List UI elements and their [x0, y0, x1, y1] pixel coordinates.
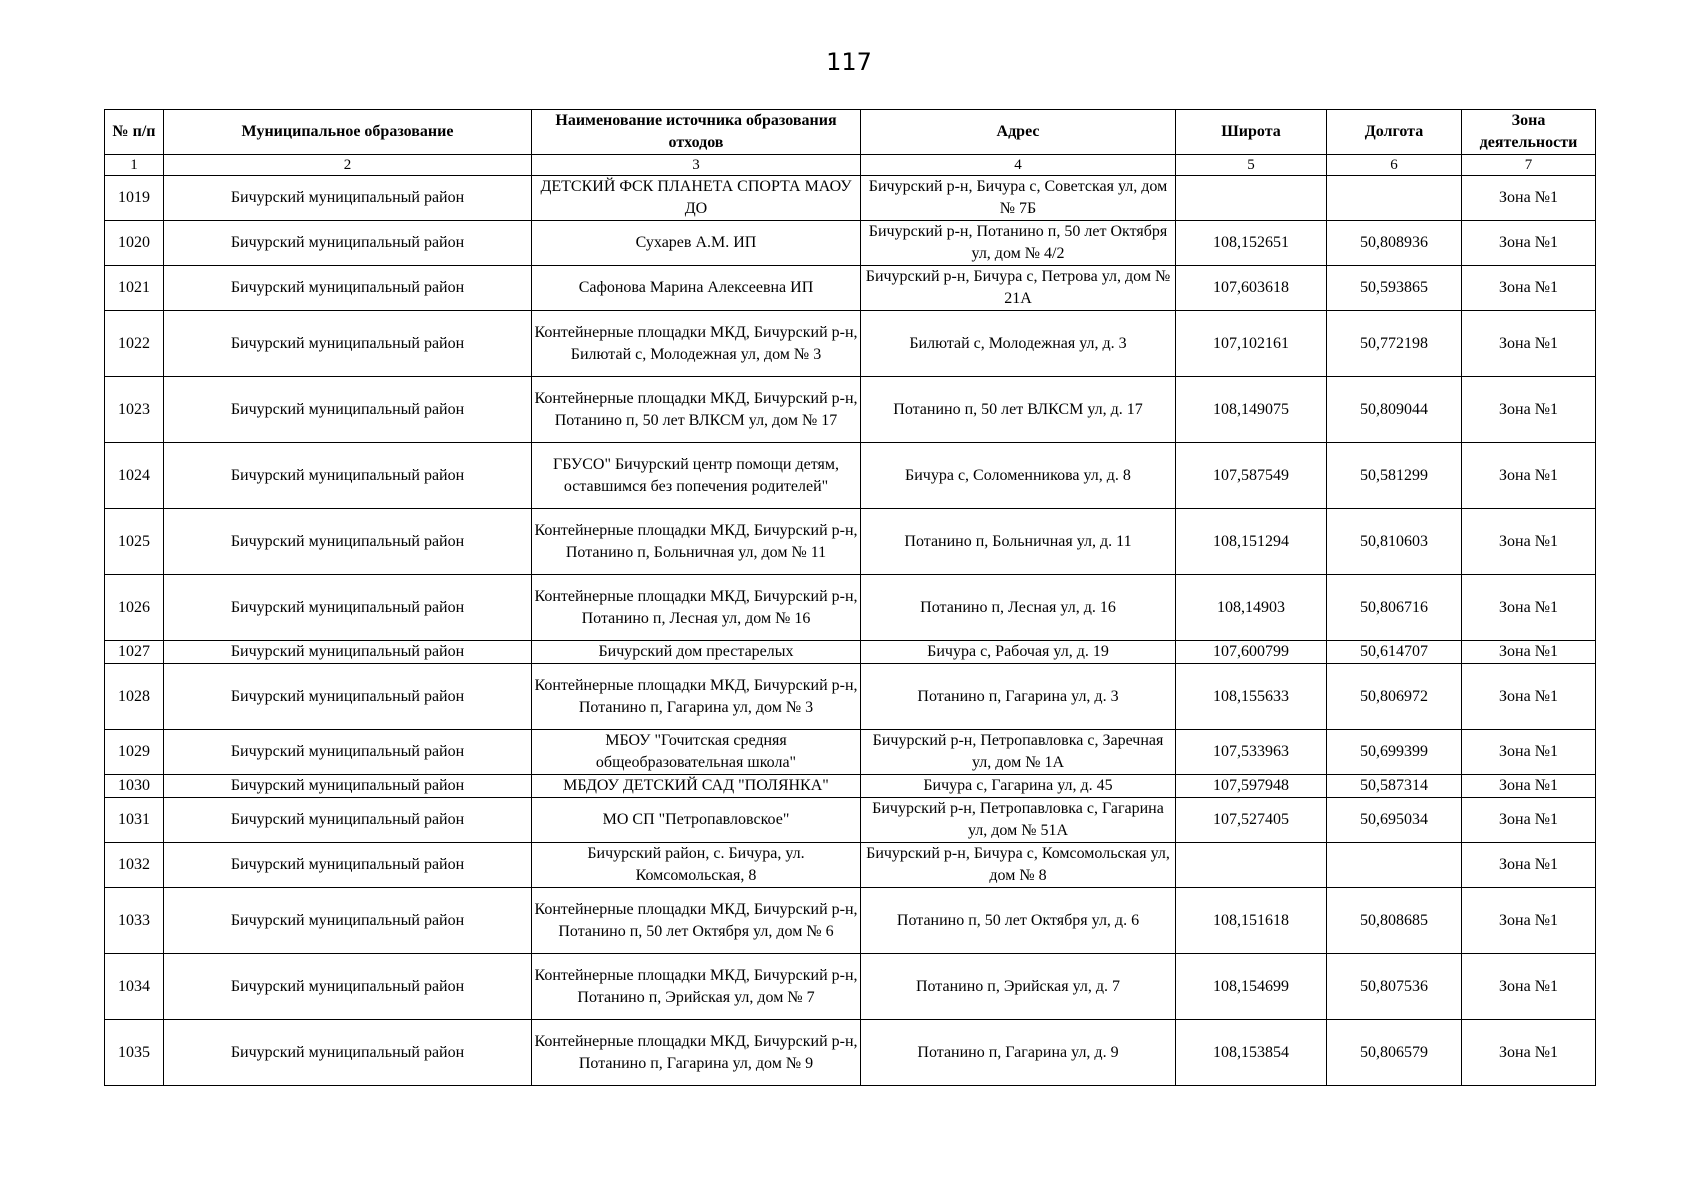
municipality-cell: Бичурский муниципальный район: [164, 311, 532, 377]
latitude-cell: 108,14903: [1176, 575, 1327, 641]
row-number: 1022: [105, 311, 164, 377]
source-cell: Сухарев А.М. ИП: [532, 221, 861, 266]
longitude-cell: 50,810603: [1327, 509, 1462, 575]
header-municipality: Муниципальное образование: [164, 110, 532, 155]
table-row: [105, 664, 1596, 730]
latitude-cell: [1176, 843, 1327, 888]
zone-cell: Зона №1: [1462, 266, 1596, 311]
address-cell: Бичура с, Рабочая ул, д. 19: [861, 641, 1176, 664]
municipality-cell: Бичурский муниципальный район: [164, 888, 532, 954]
source-cell: Контейнерные площадки МКД, Бичурский р-н, Потанино п, Эрийская ул, дом № 7: [532, 954, 861, 1020]
row-number: 1020: [105, 221, 164, 266]
waste-sources-table: [104, 109, 1596, 1086]
row-number: 1034: [105, 954, 164, 1020]
header-longitude: Долгота: [1327, 110, 1462, 155]
table-row: [105, 843, 1596, 888]
row-number: 1030: [105, 775, 164, 798]
longitude-cell: [1327, 843, 1462, 888]
header-address: Адрес: [861, 110, 1176, 155]
table-row: [105, 730, 1596, 775]
row-number: 1032: [105, 843, 164, 888]
zone-cell: Зона №1: [1462, 730, 1596, 775]
row-number: 1028: [105, 664, 164, 730]
zone-cell: Зона №1: [1462, 664, 1596, 730]
table-row: [105, 311, 1596, 377]
source-cell: Контейнерные площадки МКД, Бичурский р-н, Потанино п, Больничная ул, дом № 11: [532, 509, 861, 575]
address-cell: Потанино п, Больничная ул, д. 11: [861, 509, 1176, 575]
address-cell: Потанино п, Лесная ул, д. 16: [861, 575, 1176, 641]
zone-cell: Зона №1: [1462, 641, 1596, 664]
longitude-cell: 50,806716: [1327, 575, 1462, 641]
latitude-cell: 107,597948: [1176, 775, 1327, 798]
longitude-cell: 50,808936: [1327, 221, 1462, 266]
table-row: [105, 641, 1596, 664]
zone-cell: Зона №1: [1462, 443, 1596, 509]
municipality-cell: Бичурский муниципальный район: [164, 730, 532, 775]
zone-cell: Зона №1: [1462, 954, 1596, 1020]
source-cell: МО СП "Петропавловское": [532, 798, 861, 843]
longitude-cell: 50,695034: [1327, 798, 1462, 843]
header-zone: Зона деятельности: [1462, 110, 1596, 155]
longitude-cell: 50,593865: [1327, 266, 1462, 311]
address-cell: Бичура с, Соломенникова ул, д. 8: [861, 443, 1176, 509]
source-cell: Сафонова Марина Алексеевна ИП: [532, 266, 861, 311]
address-cell: Бичурский р-н, Бичура с, Советская ул, дом № 7Б: [861, 176, 1176, 221]
longitude-cell: 50,699399: [1327, 730, 1462, 775]
table-row: [105, 509, 1596, 575]
address-cell: Потанино п, 50 лет ВЛКСМ ул, д. 17: [861, 377, 1176, 443]
column-number: 6: [1327, 155, 1462, 176]
source-cell: Контейнерные площадки МКД, Бичурский р-н, Потанино п, Гагарина ул, дом № 9: [532, 1020, 861, 1086]
row-number: 1025: [105, 509, 164, 575]
address-cell: Потанино п, 50 лет Октября ул, д. 6: [861, 888, 1176, 954]
municipality-cell: Бичурский муниципальный район: [164, 954, 532, 1020]
zone-cell: Зона №1: [1462, 798, 1596, 843]
latitude-cell: 107,587549: [1176, 443, 1327, 509]
row-number: 1024: [105, 443, 164, 509]
latitude-cell: 108,149075: [1176, 377, 1327, 443]
address-cell: Билютай с, Молодежная ул, д. 3: [861, 311, 1176, 377]
table-header-row: [105, 110, 1596, 155]
column-number: 1: [105, 155, 164, 176]
longitude-cell: 50,806579: [1327, 1020, 1462, 1086]
longitude-cell: 50,806972: [1327, 664, 1462, 730]
column-numbers-row: [105, 155, 1596, 176]
zone-cell: Зона №1: [1462, 888, 1596, 954]
zone-cell: Зона №1: [1462, 176, 1596, 221]
source-cell: МБДОУ ДЕТСКИЙ САД "ПОЛЯНКА": [532, 775, 861, 798]
page-number: 117: [826, 48, 872, 76]
municipality-cell: Бичурский муниципальный район: [164, 509, 532, 575]
table-row: [105, 775, 1596, 798]
municipality-cell: Бичурский муниципальный район: [164, 843, 532, 888]
source-cell: Контейнерные площадки МКД, Бичурский р-н, Билютай с, Молодежная ул, дом № 3: [532, 311, 861, 377]
column-number: 2: [164, 155, 532, 176]
longitude-cell: 50,772198: [1327, 311, 1462, 377]
address-cell: Бичурский р-н, Бичура с, Комсомольская ул, дом № 8: [861, 843, 1176, 888]
latitude-cell: [1176, 176, 1327, 221]
latitude-cell: 107,603618: [1176, 266, 1327, 311]
zone-cell: Зона №1: [1462, 575, 1596, 641]
table-row: [105, 377, 1596, 443]
address-cell: Бичурский р-н, Потанино п, 50 лет Октября ул, дом № 4/2: [861, 221, 1176, 266]
longitude-cell: 50,587314: [1327, 775, 1462, 798]
latitude-cell: 107,600799: [1176, 641, 1327, 664]
table-row: [105, 954, 1596, 1020]
municipality-cell: Бичурский муниципальный район: [164, 221, 532, 266]
address-cell: Бичурский р-н, Бичура с, Петрова ул, дом № 21А: [861, 266, 1176, 311]
source-cell: Контейнерные площадки МКД, Бичурский р-н, Потанино п, Гагарина ул, дом № 3: [532, 664, 861, 730]
zone-cell: Зона №1: [1462, 311, 1596, 377]
table-row: [105, 798, 1596, 843]
longitude-cell: 50,581299: [1327, 443, 1462, 509]
municipality-cell: Бичурский муниципальный район: [164, 1020, 532, 1086]
source-cell: Бичурский район, с. Бичура, ул. Комсомольская, 8: [532, 843, 861, 888]
source-cell: Контейнерные площадки МКД, Бичурский р-н, Потанино п, 50 лет ВЛКСМ ул, дом № 17: [532, 377, 861, 443]
header-latitude: Широта: [1176, 110, 1327, 155]
latitude-cell: 108,152651: [1176, 221, 1327, 266]
latitude-cell: 108,151618: [1176, 888, 1327, 954]
source-cell: Бичурский дом престарелых: [532, 641, 861, 664]
municipality-cell: Бичурский муниципальный район: [164, 798, 532, 843]
table-row: [105, 221, 1596, 266]
column-number: 3: [532, 155, 861, 176]
row-number: 1027: [105, 641, 164, 664]
table-row: [105, 176, 1596, 221]
longitude-cell: 50,808685: [1327, 888, 1462, 954]
row-number: 1023: [105, 377, 164, 443]
municipality-cell: Бичурский муниципальный район: [164, 377, 532, 443]
row-number: 1029: [105, 730, 164, 775]
column-number: 5: [1176, 155, 1327, 176]
zone-cell: Зона №1: [1462, 1020, 1596, 1086]
zone-cell: Зона №1: [1462, 775, 1596, 798]
municipality-cell: Бичурский муниципальный район: [164, 641, 532, 664]
longitude-cell: [1327, 176, 1462, 221]
source-cell: Контейнерные площадки МКД, Бичурский р-н, Потанино п, Лесная ул, дом № 16: [532, 575, 861, 641]
header-source: Наименование источника образования отходов: [532, 110, 861, 155]
table-row: [105, 266, 1596, 311]
address-cell: Потанино п, Эрийская ул, д. 7: [861, 954, 1176, 1020]
table-row: [105, 575, 1596, 641]
row-number: 1019: [105, 176, 164, 221]
zone-cell: Зона №1: [1462, 377, 1596, 443]
latitude-cell: 107,527405: [1176, 798, 1327, 843]
address-cell: Бичурский р-н, Петропавловка с, Заречная ул, дом № 1А: [861, 730, 1176, 775]
zone-cell: Зона №1: [1462, 221, 1596, 266]
row-number: 1033: [105, 888, 164, 954]
address-cell: Бичура с, Гагарина ул, д. 45: [861, 775, 1176, 798]
source-cell: ГБУСО" Бичурский центр помощи детям, оставшимся без попечения родителей": [532, 443, 861, 509]
municipality-cell: Бичурский муниципальный район: [164, 775, 532, 798]
latitude-cell: 108,151294: [1176, 509, 1327, 575]
municipality-cell: Бичурский муниципальный район: [164, 266, 532, 311]
row-number: 1035: [105, 1020, 164, 1086]
address-cell: Потанино п, Гагарина ул, д. 9: [861, 1020, 1176, 1086]
address-cell: Потанино п, Гагарина ул, д. 3: [861, 664, 1176, 730]
address-cell: Бичурский р-н, Петропавловка с, Гагарина ул, дом № 51А: [861, 798, 1176, 843]
latitude-cell: 108,153854: [1176, 1020, 1327, 1086]
municipality-cell: Бичурский муниципальный район: [164, 176, 532, 221]
latitude-cell: 108,154699: [1176, 954, 1327, 1020]
column-number: 7: [1462, 155, 1596, 176]
row-number: 1031: [105, 798, 164, 843]
longitude-cell: 50,614707: [1327, 641, 1462, 664]
table-row: [105, 443, 1596, 509]
header-number: № п/п: [105, 110, 164, 155]
latitude-cell: 108,155633: [1176, 664, 1327, 730]
longitude-cell: 50,807536: [1327, 954, 1462, 1020]
zone-cell: Зона №1: [1462, 509, 1596, 575]
longitude-cell: 50,809044: [1327, 377, 1462, 443]
municipality-cell: Бичурский муниципальный район: [164, 575, 532, 641]
latitude-cell: 107,533963: [1176, 730, 1327, 775]
row-number: 1026: [105, 575, 164, 641]
source-cell: Контейнерные площадки МКД, Бичурский р-н, Потанино п, 50 лет Октября ул, дом № 6: [532, 888, 861, 954]
source-cell: МБОУ "Гочитская средняя общеобразовательная школа": [532, 730, 861, 775]
municipality-cell: Бичурский муниципальный район: [164, 664, 532, 730]
table-row: [105, 888, 1596, 954]
zone-cell: Зона №1: [1462, 843, 1596, 888]
municipality-cell: Бичурский муниципальный район: [164, 443, 532, 509]
latitude-cell: 107,102161: [1176, 311, 1327, 377]
row-number: 1021: [105, 266, 164, 311]
table-row: [105, 1020, 1596, 1086]
source-cell: ДЕТСКИЙ ФСК ПЛАНЕТА СПОРТА МАОУ ДО: [532, 176, 861, 221]
column-number: 4: [861, 155, 1176, 176]
